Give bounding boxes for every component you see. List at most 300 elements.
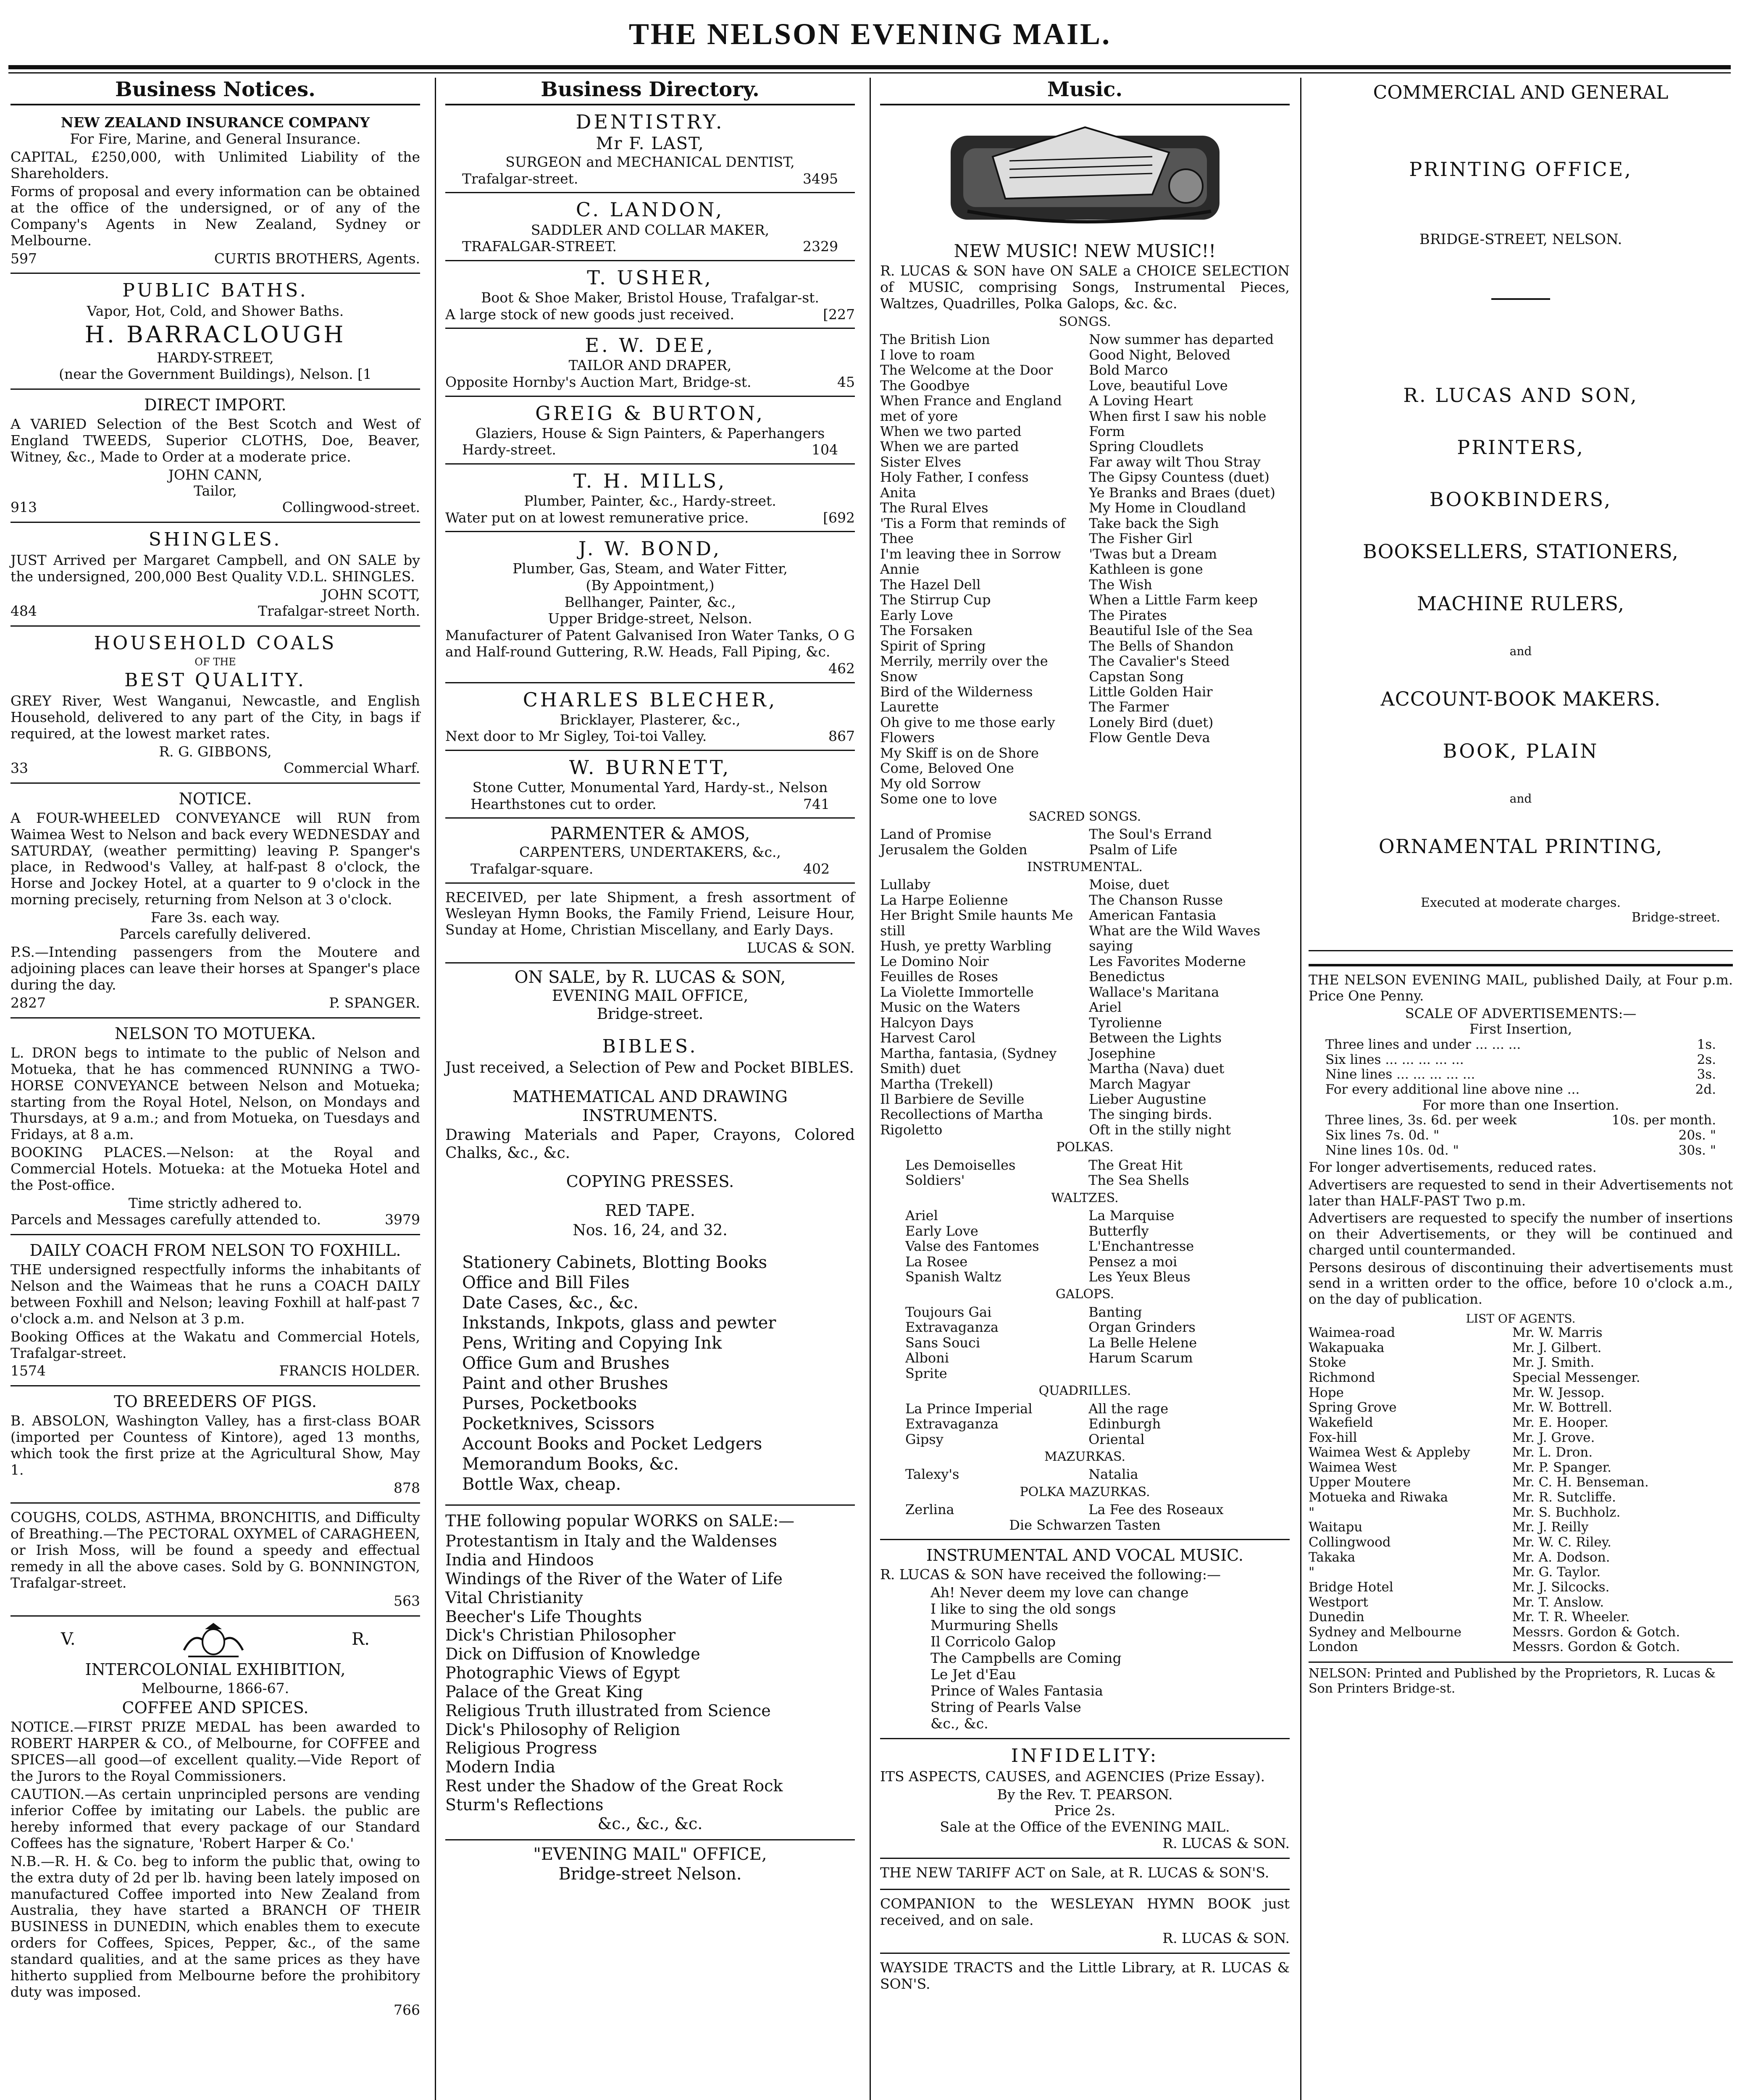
ad-text: CAPITAL, £250,000, with Unlimited Liability of the Shareholders. bbox=[11, 148, 420, 181]
agent-name: Mr. G. Taylor. bbox=[1512, 1564, 1601, 1580]
ad-number: 1574 bbox=[11, 1362, 46, 1379]
ad-title: RED TAPE. bbox=[605, 1201, 695, 1220]
list-item: Spring Cloudlets bbox=[1089, 438, 1204, 455]
ad-text: R. LUCAS & SON have received the following:— bbox=[880, 1566, 1221, 1583]
list-item: Bird of the Wilderness bbox=[880, 683, 1033, 700]
agent-name: Mr. S. Buchholz. bbox=[1512, 1504, 1621, 1520]
list-item: La Belle Helene bbox=[1088, 1334, 1197, 1351]
ad-text: CAUTION.—As certain unprincipled persons are vending inferior Coffee by imitating our Labels. the public are hereby informed that every package of our Standard Coffees has the signature, 'Robert Harper & Co.' bbox=[11, 1785, 420, 1851]
ad-number: 3979 bbox=[385, 1211, 420, 1228]
dir-line: Upper Bridge-street, Nelson. bbox=[548, 610, 752, 627]
ad-number: 766 bbox=[394, 2002, 420, 2019]
ad-text: THE NELSON EVENING MAIL, published Daily, at Four p.m. Price One Penny. bbox=[1309, 972, 1733, 1004]
list-item: Come, Beloved One bbox=[880, 760, 1014, 777]
section-heading: MAZURKAS. bbox=[1044, 1449, 1125, 1465]
column-heading: Business Notices. bbox=[11, 78, 420, 105]
list-item: The Chanson Russe bbox=[1089, 892, 1223, 908]
ad-title: DAILY COACH FROM NELSON TO FOXHILL. bbox=[29, 1241, 401, 1260]
dir-name: E. W. DEE, bbox=[585, 334, 715, 357]
ad-direct-import bbox=[11, 390, 420, 523]
section-heading: SCALE OF ADVERTISEMENTS:— bbox=[1405, 1005, 1637, 1021]
list-item: Zerlina bbox=[905, 1502, 954, 1518]
list-item: La Marquise bbox=[1088, 1208, 1175, 1224]
list-item: The Gipsy Countess (duet) bbox=[1089, 469, 1270, 486]
list-item: Good Night, Beloved bbox=[1089, 346, 1230, 363]
print-line: BOOKSELLERS, STATIONERS, bbox=[1363, 540, 1679, 563]
column-divider bbox=[870, 78, 871, 2100]
dir-name: T. USHER, bbox=[587, 266, 713, 289]
list-item: Little Golden Hair bbox=[1089, 683, 1213, 700]
list-item: La Rosee bbox=[905, 1253, 968, 1270]
agent-row bbox=[1309, 1625, 1733, 1640]
column-divider bbox=[435, 78, 436, 2100]
list-item: The Welcome at the Door bbox=[880, 362, 1053, 378]
ad-location: (near the Government Buildings), Nelson. [1 bbox=[59, 365, 372, 382]
royal-v: V. bbox=[61, 1629, 76, 1649]
ad-text: A VARIED Selection of the Best Scotch and West of England TWEEDS, Superior CLOTHS, Doe, Beaver, Witney, &c., Made to Order at a moderate price. bbox=[11, 415, 420, 465]
newspaper-title: THE NELSON EVENING MAIL. bbox=[628, 17, 1112, 51]
list-item: Purses, Pocketbooks bbox=[462, 1394, 637, 1413]
list-item: Spanish Waltz bbox=[905, 1269, 1001, 1285]
ad-insurance bbox=[11, 110, 420, 274]
section-heading: SACRED SONGS. bbox=[1028, 809, 1141, 824]
section-heading: WALTZES. bbox=[1051, 1190, 1119, 1205]
ad-title: INTERCOLONIAL EXHIBITION, bbox=[85, 1660, 346, 1679]
dir-blecher bbox=[445, 683, 855, 751]
agent-row bbox=[1309, 1520, 1733, 1535]
ad-text: Booking Offices at the Wakatu and Commercial Hotels, Trafalgar-street. bbox=[11, 1328, 420, 1361]
agent-row bbox=[1309, 1535, 1733, 1550]
printing-office-ad bbox=[1309, 82, 1733, 951]
waltzes-list bbox=[880, 1208, 1290, 1284]
list-item: Ah! Never deem my love can change bbox=[930, 1584, 1189, 1601]
agent-place: Collingwood bbox=[1309, 1534, 1391, 1550]
ad-text: P.S.—Intending passengers from the Moutere and adjoining places can leave their horses at Spanger's place during the day. bbox=[11, 944, 420, 993]
section-heading: QUADRILLES. bbox=[1038, 1383, 1131, 1399]
dir-line: Next door to Mr Sigley, Toi-toi Valley. bbox=[445, 728, 707, 745]
list-item: Psalm of Life bbox=[1089, 841, 1178, 858]
list-item: Palace of the Great King bbox=[445, 1682, 643, 1701]
dir-line: Bellhanger, Painter, &c., bbox=[564, 593, 736, 610]
list-item: The Great Hit bbox=[1088, 1157, 1183, 1173]
ad-text: R. LUCAS & SON have ON SALE a CHOICE SELECTION of MUSIC, comprising Songs, Instrumental Pieces, Waltzes, Quadrilles, Polka Galops, &c. &c. bbox=[880, 262, 1290, 312]
dir-line: Hardy-street. bbox=[462, 441, 556, 458]
list-item: Lonely Bird (duet) bbox=[1089, 714, 1214, 730]
section-heading: POLKA MAZURKAS. bbox=[1020, 1484, 1150, 1499]
agent-row bbox=[1309, 1505, 1733, 1520]
ad-subtitle: Bridge-street. bbox=[597, 1005, 704, 1023]
dir-line: CARPENTERS, UNDERTAKERS, &c., bbox=[519, 844, 781, 861]
list-item: Some one to love bbox=[880, 791, 997, 807]
column-printing-office bbox=[1304, 78, 1737, 2100]
ad-signature: R. G. GIBBONS, bbox=[159, 743, 272, 760]
list-item: Beecher's Life Thoughts bbox=[445, 1607, 642, 1626]
ad-text: Advertisers are requested to specify the number of insertions on their Advertisements, or they will be continued and charged until countermanded. bbox=[1309, 1210, 1733, 1258]
list-item: Rest under the Shadow of the Great Rock bbox=[445, 1777, 783, 1796]
list-item: I love to roam bbox=[880, 346, 975, 363]
list-item: A Loving Heart bbox=[1089, 393, 1193, 409]
list-item: Now summer has departed bbox=[1089, 331, 1274, 348]
agent-row bbox=[1309, 1640, 1733, 1655]
agent-row bbox=[1309, 1415, 1733, 1431]
agent-row bbox=[1309, 1326, 1733, 1341]
list-item: The Wish bbox=[1089, 576, 1152, 593]
list-item: Vital Christianity bbox=[445, 1588, 583, 1607]
agent-name: Mr. W. Marris bbox=[1512, 1325, 1603, 1341]
dir-category: DENTISTRY. bbox=[576, 110, 725, 133]
ad-subtitle: Nos. 16, 24, and 32. bbox=[573, 1222, 728, 1239]
dir-name: PARMENTER & AMOS, bbox=[550, 824, 750, 844]
print-line: R. LUCAS AND SON, bbox=[1403, 384, 1638, 407]
list-item: Prince of Wales Fantasia bbox=[930, 1682, 1103, 1699]
agent-place: Waitapu bbox=[1309, 1520, 1363, 1535]
print-line: BOOK, PLAIN bbox=[1443, 740, 1599, 762]
list-item: String of Pearls Valse bbox=[930, 1698, 1081, 1715]
ad-signature: CURTIS BROTHERS, Agents. bbox=[214, 250, 420, 267]
ad-address: Collingwood-street. bbox=[282, 499, 420, 516]
ad-number: 878 bbox=[394, 1479, 420, 1496]
list-item: Sprite bbox=[905, 1365, 947, 1381]
ad-signature: R. LUCAS & SON. bbox=[1162, 1930, 1290, 1947]
section-heading: SONGS. bbox=[1059, 314, 1111, 329]
polka-mazurkas-right bbox=[1088, 1502, 1264, 1517]
dir-name: Mr F. LAST, bbox=[596, 134, 704, 154]
agent-name: Mr. T. Anslow. bbox=[1512, 1594, 1604, 1610]
list-item: When first I saw his noble Form bbox=[1089, 408, 1267, 440]
section-heading: INSTRUMENTAL. bbox=[1027, 860, 1143, 875]
royal-r: R. bbox=[352, 1629, 370, 1649]
dir-entry bbox=[445, 261, 855, 329]
ad-title: TO BREEDERS OF PIGS. bbox=[114, 1392, 317, 1411]
agent-place: Waimea West bbox=[1309, 1460, 1397, 1475]
dir-name: J. W. BOND, bbox=[578, 537, 722, 560]
agent-row bbox=[1309, 1370, 1733, 1386]
rate-row bbox=[1309, 1113, 1733, 1128]
list-item: Music on the Waters bbox=[880, 999, 1020, 1016]
ad-subtitle: Vapor, Hot, Cold, and Shower Baths. bbox=[87, 303, 344, 320]
rate-label: Nine lines 10s. 0d. " bbox=[1325, 1142, 1459, 1158]
agent-row bbox=[1309, 1550, 1733, 1565]
dir-entry bbox=[445, 193, 855, 261]
agent-place: London bbox=[1309, 1639, 1358, 1655]
ad-address: Bridge-street. bbox=[1631, 910, 1720, 925]
waltzes-right bbox=[1088, 1208, 1264, 1284]
print-line: and bbox=[1509, 644, 1532, 658]
ad-text: WAYSIDE TRACTS and the Little Library, at R. LUCAS & SON'S. bbox=[880, 1959, 1290, 1992]
list-item: The Rural Elves bbox=[880, 500, 988, 516]
agent-place: Sydney and Melbourne bbox=[1309, 1624, 1462, 1640]
list-item: Ye Branks and Braes (duet) bbox=[1089, 484, 1275, 501]
list-item: My Skiff is on de Shore bbox=[880, 745, 1039, 761]
rate-label: For every additional line above nine ... bbox=[1325, 1082, 1580, 1097]
list-item: Josephine bbox=[1089, 1045, 1156, 1061]
agent-place: Spring Grove bbox=[1309, 1400, 1397, 1415]
agent-name: Mr. A. Dodson. bbox=[1512, 1549, 1610, 1565]
ad-fare: Fare 3s. each way. bbox=[150, 909, 280, 926]
column-music bbox=[876, 78, 1294, 2100]
ad-household-coals bbox=[11, 627, 420, 784]
print-line: ACCOUNT-BOOK MAKERS. bbox=[1380, 688, 1661, 710]
print-line: BRIDGE-STREET, NELSON. bbox=[1419, 231, 1622, 248]
ad-subtitle: Melbourne, 1866-67. bbox=[141, 1680, 289, 1697]
column-heading: Music. bbox=[880, 78, 1290, 105]
music-instruments-illustration bbox=[934, 110, 1236, 236]
rate-row bbox=[1309, 1053, 1733, 1068]
ad-office-footer bbox=[445, 1840, 855, 1890]
ad-parcels: Parcels carefully delivered. bbox=[119, 926, 311, 942]
dir-name: T. H. MILLS, bbox=[573, 469, 727, 492]
ad-text: THE undersigned respectfully informs the inhabitants of Nelson and the Waimeas that he runs a COACH DAILY between Foxhill and Nelson; leaving Foxhill at half-past 7 o'clock a.m. and Nelson at 3 p.m. bbox=[11, 1261, 420, 1327]
ad-title: DIRECT IMPORT. bbox=[144, 395, 286, 414]
list-item: Far away wilt Thou Stray bbox=[1089, 454, 1261, 470]
stationery-list bbox=[462, 1252, 855, 1494]
rate-value: 2s. bbox=[1697, 1052, 1716, 1067]
list-item: Recollections of Martha bbox=[880, 1106, 1043, 1123]
dir-number: 3495 bbox=[803, 170, 838, 187]
agent-name: Mr. P. Spanger. bbox=[1512, 1460, 1611, 1475]
agent-place: Takaka bbox=[1309, 1549, 1356, 1565]
list-item: Modern India bbox=[445, 1758, 555, 1777]
ad-conveyance-notice bbox=[11, 784, 420, 1018]
quadrilles-list bbox=[880, 1401, 1290, 1447]
ad-title: MATHEMATICAL AND DRAWING INSTRUMENTS. bbox=[513, 1087, 788, 1125]
list-item: Bold Marco bbox=[1089, 362, 1168, 378]
polkas-right bbox=[1088, 1158, 1264, 1188]
list-item: Sans Souci bbox=[905, 1334, 980, 1351]
dir-line: Boot & Shoe Maker, Bristol House, Trafalgar-st. bbox=[481, 289, 819, 306]
list-item: Extravaganza bbox=[905, 1319, 999, 1336]
ad-public-baths bbox=[11, 274, 420, 389]
polkas-left bbox=[905, 1158, 1081, 1188]
ad-infidelity bbox=[880, 1739, 1290, 1859]
dir-bond bbox=[445, 532, 855, 683]
dir-line: Bricklayer, Plasterer, &c., bbox=[560, 711, 741, 728]
list-item: Moise, duet bbox=[1089, 877, 1170, 893]
column-divider bbox=[1300, 78, 1301, 2100]
agent-name: Mr. T. R. Wheeler. bbox=[1512, 1609, 1630, 1625]
list-item: Between the Lights bbox=[1089, 1030, 1222, 1046]
list-item: Spirit of Spring bbox=[880, 638, 986, 654]
agent-place: Richmond bbox=[1309, 1370, 1375, 1385]
ad-on-sale bbox=[445, 963, 855, 1504]
instrumental-right bbox=[1089, 877, 1290, 1137]
agent-name: Mr. J. Grove. bbox=[1512, 1430, 1595, 1445]
list-item: Die Schwarzen Tasten bbox=[1009, 1517, 1161, 1533]
list-item: Pens, Writing and Copying Ink bbox=[462, 1333, 722, 1353]
list-item: Harvest Carol bbox=[880, 1030, 976, 1046]
ad-sale: Sale at the Office of the EVENING MAIL. bbox=[940, 1819, 1230, 1835]
royal-crest-icon bbox=[180, 1621, 247, 1659]
rate-value: 3s. bbox=[1697, 1067, 1716, 1082]
dir-number: [692 bbox=[823, 509, 855, 526]
dir-number: 402 bbox=[803, 860, 830, 877]
ad-text: COUGHS, COLDS, ASTHMA, BRONCHITIS, and Difficulty of Breathing.—The PECTORAL OXYMEL of CARAGHEEN, or Irish Moss, will be found a speedy and effectual remedy in all the above cases. Sold by G. BONNINGTON, Trafalgar-street. bbox=[11, 1509, 420, 1591]
dir-entry bbox=[445, 465, 855, 532]
list-item: Ariel bbox=[905, 1208, 938, 1224]
agent-row bbox=[1309, 1460, 1733, 1475]
ad-of: OF THE bbox=[195, 656, 236, 668]
ad-number: 913 bbox=[11, 499, 37, 516]
ad-text: NOTICE.—FIRST PRIZE MEDAL has been awarded to ROBERT HARPER & CO., of Melbourne, for COFFEE and SPICES—all good—of excellent quality.—Vide Report of the Jurors to the Royal Commissioners. bbox=[11, 1719, 420, 1784]
rate-value: 30s. " bbox=[1678, 1142, 1716, 1158]
agent-place: Fox-hill bbox=[1309, 1430, 1357, 1445]
ad-text: Drawing Materials and Paper, Crayons, Colored Chalks, &c., &c. bbox=[445, 1126, 855, 1162]
masthead-rule-thin bbox=[8, 72, 1731, 74]
list-item: Early Love bbox=[880, 607, 953, 623]
list-item: What are the Wild Waves saying bbox=[1089, 922, 1260, 954]
dir-line: (By Appointment,) bbox=[586, 577, 715, 594]
list-item: Toujours Gai bbox=[905, 1304, 992, 1320]
column-business-directory bbox=[441, 78, 859, 2100]
polka-mazurkas-left bbox=[905, 1502, 1081, 1517]
agent-row bbox=[1309, 1580, 1733, 1595]
sacred-left bbox=[880, 827, 1081, 857]
ad-coughs bbox=[11, 1504, 420, 1617]
list-item: The Hazel Dell bbox=[880, 576, 981, 593]
agent-row bbox=[1309, 1445, 1733, 1460]
ad-text: GREY River, West Wanganui, Newcastle, and English Household, delivered to any part of the City, in bags if required, at the lowest market rates. bbox=[11, 693, 420, 742]
list-item: Edinburgh bbox=[1088, 1416, 1161, 1432]
ad-text: L. DRON begs to intimate to the public of Nelson and Motueka, that he has commenced RUNNING a TWO-HORSE CONVEYANCE between Nelson and Motueka; starting from the Royal Hotel, Nelson, on Mondays and Thursdays, at 9 a.m.; and from Motueka, on Tuesdays and Fridays, at 8 a.m. bbox=[11, 1044, 420, 1143]
list-item: Soldiers' bbox=[905, 1172, 965, 1189]
list-item: Martha (Nava) duet bbox=[1089, 1060, 1225, 1077]
agent-place: Bridge Hotel bbox=[1309, 1579, 1393, 1595]
dir-line: Trafalgar-street. bbox=[462, 170, 578, 187]
list-item: Early Love bbox=[905, 1223, 978, 1239]
ad-price: Price 2s. bbox=[1054, 1802, 1116, 1819]
imprint: NELSON: Printed and Published by the Proprietors, R. Lucas & Son Printers Bridge-st. bbox=[1309, 1662, 1733, 1696]
list-item: Alboni bbox=[905, 1350, 949, 1366]
list-item: Natalia bbox=[1088, 1466, 1138, 1483]
list-item: Bottle Wax, cheap. bbox=[462, 1474, 621, 1494]
dir-line: A large stock of new goods just received. bbox=[445, 306, 734, 323]
ad-number: 484 bbox=[11, 603, 37, 620]
list-item: Tyrolienne bbox=[1089, 1014, 1162, 1031]
list-item: Religious Truth illustrated from Science bbox=[445, 1701, 771, 1720]
print-line: PRINTERS, bbox=[1457, 436, 1585, 459]
rate-value: 20s. " bbox=[1678, 1127, 1716, 1143]
ad-text: Advertisers are requested to send in their Advertisements not later than HALF-PAST Two p.m. bbox=[1309, 1176, 1733, 1209]
ad-time: Time strictly adhered to. bbox=[128, 1195, 302, 1212]
ad-tariff bbox=[880, 1859, 1290, 1890]
print-line: PRINTING OFFICE, bbox=[1409, 158, 1632, 181]
rate-label: Six lines 7s. 0d. " bbox=[1325, 1127, 1440, 1143]
dir-entry bbox=[445, 329, 855, 396]
ad-hymn-books bbox=[445, 884, 855, 964]
list-item: Beautiful Isle of the Sea bbox=[1089, 622, 1253, 639]
ad-author: By the Rev. T. PEARSON. bbox=[997, 1786, 1173, 1803]
agent-name: Mr. W. Bottrell. bbox=[1512, 1400, 1613, 1415]
agent-place: Stoke bbox=[1309, 1355, 1346, 1370]
list-item: India and Hindoos bbox=[445, 1551, 594, 1570]
ad-text: Just received, a Selection of Pew and Pocket BIBLES. bbox=[445, 1059, 854, 1077]
agent-row bbox=[1309, 1490, 1733, 1505]
list-item: Extravaganza bbox=[905, 1416, 999, 1432]
list-item: Dick's Philosophy of Religion bbox=[445, 1720, 681, 1739]
dir-line: TRAFALGAR-STREET. bbox=[462, 238, 617, 255]
agent-place: Hope bbox=[1309, 1385, 1344, 1400]
agent-name: Mr. C. H. Benseman. bbox=[1512, 1475, 1649, 1490]
dir-number: 462 bbox=[828, 660, 855, 677]
list-item: Memorandum Books, &c. bbox=[462, 1454, 679, 1474]
list-item: Office and Bill Files bbox=[462, 1273, 630, 1292]
agent-place: " bbox=[1309, 1564, 1315, 1580]
list-item: Lullaby bbox=[880, 877, 930, 893]
ad-title: BEST QUALITY. bbox=[124, 669, 306, 691]
list-item: Talexy's bbox=[905, 1466, 959, 1483]
list-item: The Campbells are Coming bbox=[930, 1650, 1122, 1666]
ad-popular-works bbox=[445, 1504, 855, 1840]
ad-number: 33 bbox=[11, 759, 28, 776]
ad-signature: P. SPANGER. bbox=[329, 994, 420, 1011]
list-item: The Stirrup Cup bbox=[880, 592, 991, 608]
list-item: Oriental bbox=[1088, 1431, 1145, 1447]
list-item: Murmuring Shells bbox=[930, 1617, 1058, 1634]
ad-signature: LUCAS & SON. bbox=[747, 940, 855, 956]
instvocal-list bbox=[880, 1585, 1290, 1732]
agent-name: Mr. J. Reilly bbox=[1512, 1520, 1589, 1535]
ad-number: 563 bbox=[394, 1592, 420, 1609]
list-item: The British Lion bbox=[880, 331, 990, 348]
rate-value: 10s. per month. bbox=[1611, 1113, 1716, 1128]
agent-name: Mr. R. Sutcliffe. bbox=[1512, 1490, 1616, 1505]
galops-list bbox=[880, 1305, 1290, 1381]
agent-row bbox=[1309, 1341, 1733, 1356]
agent-place: Wakefield bbox=[1309, 1415, 1373, 1430]
list-item: I like to sing the old songs bbox=[930, 1601, 1116, 1617]
list-item: Gipsy bbox=[905, 1431, 944, 1447]
list-item: Rigoletto bbox=[880, 1121, 943, 1138]
list-item: The Fisher Girl bbox=[1089, 530, 1193, 547]
section-heading: GALOPS. bbox=[1055, 1287, 1114, 1302]
list-item: The Soul's Errand bbox=[1089, 826, 1212, 843]
agent-name: Mr. J. Silcocks. bbox=[1512, 1579, 1610, 1595]
list-item: Halcyon Days bbox=[880, 1014, 974, 1031]
dir-line: Manufacturer of Patent Galvanised Iron Water Tanks, O G and Half-round Guttering, R.W. Heads, Fall Piping, &c. bbox=[445, 627, 855, 660]
agent-place: Waimea West & Appleby bbox=[1309, 1445, 1470, 1460]
mazurkas-list bbox=[880, 1467, 1290, 1482]
list-item: Martha (Trekell) bbox=[880, 1076, 994, 1092]
ad-text: THE following popular WORKS on SALE:— bbox=[445, 1511, 795, 1530]
ad-text: THE NEW TARIFF ACT on Sale, at R. LUCAS & SON'S. bbox=[880, 1864, 1270, 1881]
dir-line: SURGEON and MECHANICAL DENTIST, bbox=[505, 154, 795, 171]
ad-text: RECEIVED, per late Shipment, a fresh assortment of Wesleyan Hymn Books, the Family Friend, Leisure Hour, Sunday at Home, Christian Miscellany, and Early Days. bbox=[445, 889, 855, 938]
list-item: Paint and other Brushes bbox=[462, 1373, 668, 1393]
list-item: The Pirates bbox=[1089, 607, 1167, 623]
list-item: March Magyar bbox=[1089, 1076, 1190, 1092]
section-heading: For more than one Insertion. bbox=[1422, 1097, 1619, 1113]
dir-name: W. BURNETT, bbox=[569, 756, 731, 779]
ad-text: ITS ASPECTS, CAUSES, and AGENCIES (Prize Essay). bbox=[880, 1768, 1265, 1785]
songs-left bbox=[880, 332, 1081, 807]
list-item: Le Domino Noir bbox=[880, 953, 989, 969]
list-item: Feuilles de Roses bbox=[880, 969, 998, 985]
ad-signature: FRANCIS HOLDER. bbox=[279, 1362, 420, 1379]
rate-value: 2d. bbox=[1695, 1082, 1716, 1097]
ad-companion bbox=[880, 1890, 1290, 1954]
ad-title: COFFEE AND SPICES. bbox=[122, 1698, 309, 1717]
list-item: Sturm's Reflections bbox=[445, 1795, 604, 1814]
list-item: Valse des Fantomes bbox=[905, 1238, 1039, 1255]
ad-subtitle: For Fire, Marine, and General Insurance. bbox=[70, 130, 361, 147]
ad-street: HARDY-STREET, bbox=[157, 349, 274, 366]
list-item: Harum Scarum bbox=[1088, 1350, 1193, 1366]
agent-row bbox=[1309, 1386, 1733, 1401]
list-item: Le Jet d'Eau bbox=[930, 1666, 1016, 1683]
sacred-right bbox=[1089, 827, 1290, 857]
list-item: Pensez a moi bbox=[1088, 1253, 1178, 1270]
list-item: American Fantasia bbox=[1089, 907, 1217, 924]
